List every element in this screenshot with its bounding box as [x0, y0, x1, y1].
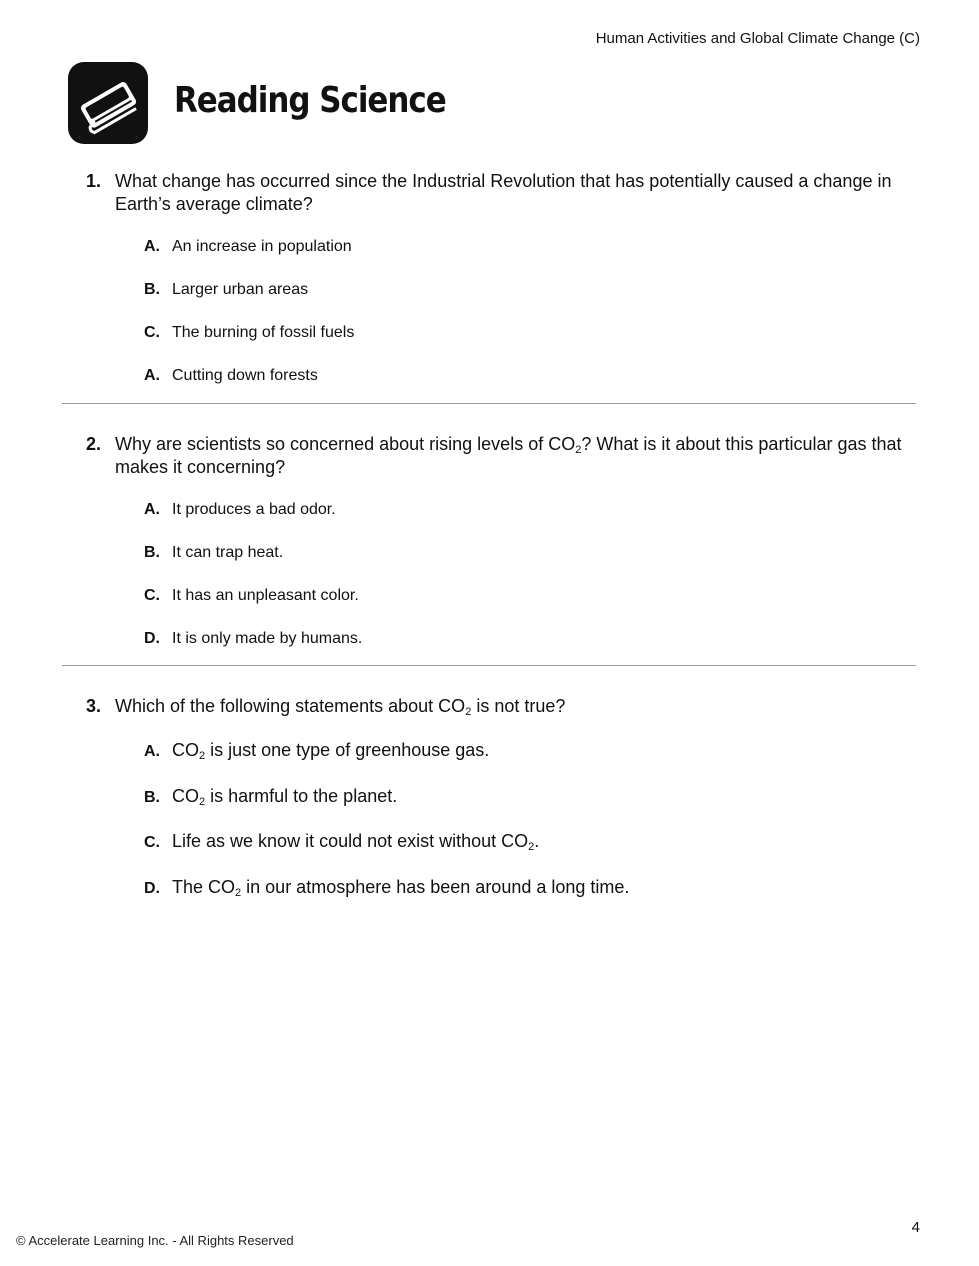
- answer-option[interactable]: [144, 544, 283, 562]
- question-3: [86, 695, 919, 899]
- answer-option[interactable]: [144, 367, 318, 385]
- option-text: $CO_2$ is just one type of greenhouse gas.: [172, 740, 490, 762]
- question-text: What change has occurred since the Industrial Revolution that has potentially caused a change in Earth’s average climate?: [115, 171, 892, 214]
- option-letter: C.: [144, 834, 160, 851]
- option-text: Larger urban areas: [172, 281, 309, 298]
- option-letter: D.: [144, 630, 160, 647]
- answer-option[interactable]: [144, 501, 336, 519]
- book-icon: [68, 62, 148, 144]
- divider: [62, 665, 916, 666]
- answer-option[interactable]: [144, 587, 359, 605]
- question-text: Which of the following statements about $CO_2$ is not true?: [115, 696, 566, 718]
- question-number: 3.: [86, 696, 102, 716]
- option-letter: C.: [144, 587, 160, 604]
- question-number: 1.: [86, 171, 102, 191]
- document-title: Human Activities and Global Climate Change (C): [595, 30, 920, 47]
- answer-option[interactable]: [144, 281, 308, 299]
- answer-option[interactable]: [144, 324, 354, 342]
- question-1: [86, 170, 919, 384]
- option-letter: A.: [144, 501, 160, 518]
- divider: [62, 403, 916, 404]
- option-text: Cutting down forests: [172, 367, 318, 384]
- page-number: 4: [911, 1219, 920, 1236]
- option-letter: A.: [144, 743, 160, 760]
- question-2: [86, 433, 919, 647]
- option-letter: A.: [144, 238, 160, 255]
- question-text: Why are scientists so concerned about rising levels of $CO_2$? What is it about this particular gas that makes it concerning?: [115, 434, 902, 477]
- option-text: An increase in population: [172, 238, 352, 255]
- option-letter: A.: [144, 367, 160, 384]
- option-text: The burning of fossil fuels: [172, 324, 355, 341]
- option-text: It is only made by humans.: [172, 630, 363, 647]
- option-letter: B.: [144, 544, 160, 561]
- copyright-notice: © Accelerate Learning Inc. - All Rights Reserved: [16, 1233, 294, 1248]
- answer-option[interactable]: [144, 877, 629, 898]
- option-text: Life as we know it could not exist without $CO_2$.: [172, 831, 540, 853]
- option-letter: C.: [144, 324, 160, 341]
- option-letter: B.: [144, 281, 160, 298]
- question-number: 2.: [86, 434, 102, 454]
- option-text: $CO_2$ is harmful to the planet.: [172, 786, 398, 808]
- answer-option[interactable]: [144, 831, 539, 852]
- answer-option[interactable]: [144, 786, 397, 807]
- option-text: It can trap heat.: [172, 544, 284, 561]
- option-letter: D.: [144, 880, 160, 897]
- option-letter: B.: [144, 789, 160, 806]
- option-text: It produces a bad odor.: [172, 501, 336, 518]
- answer-option[interactable]: [144, 630, 362, 648]
- answer-option[interactable]: [144, 238, 352, 256]
- section-title: Reading Science: [174, 80, 446, 121]
- option-text: The $CO_2$ in our atmosphere has been around a long time.: [172, 877, 630, 899]
- answer-option[interactable]: [144, 740, 489, 761]
- option-text: It has an unpleasant color.: [172, 587, 359, 604]
